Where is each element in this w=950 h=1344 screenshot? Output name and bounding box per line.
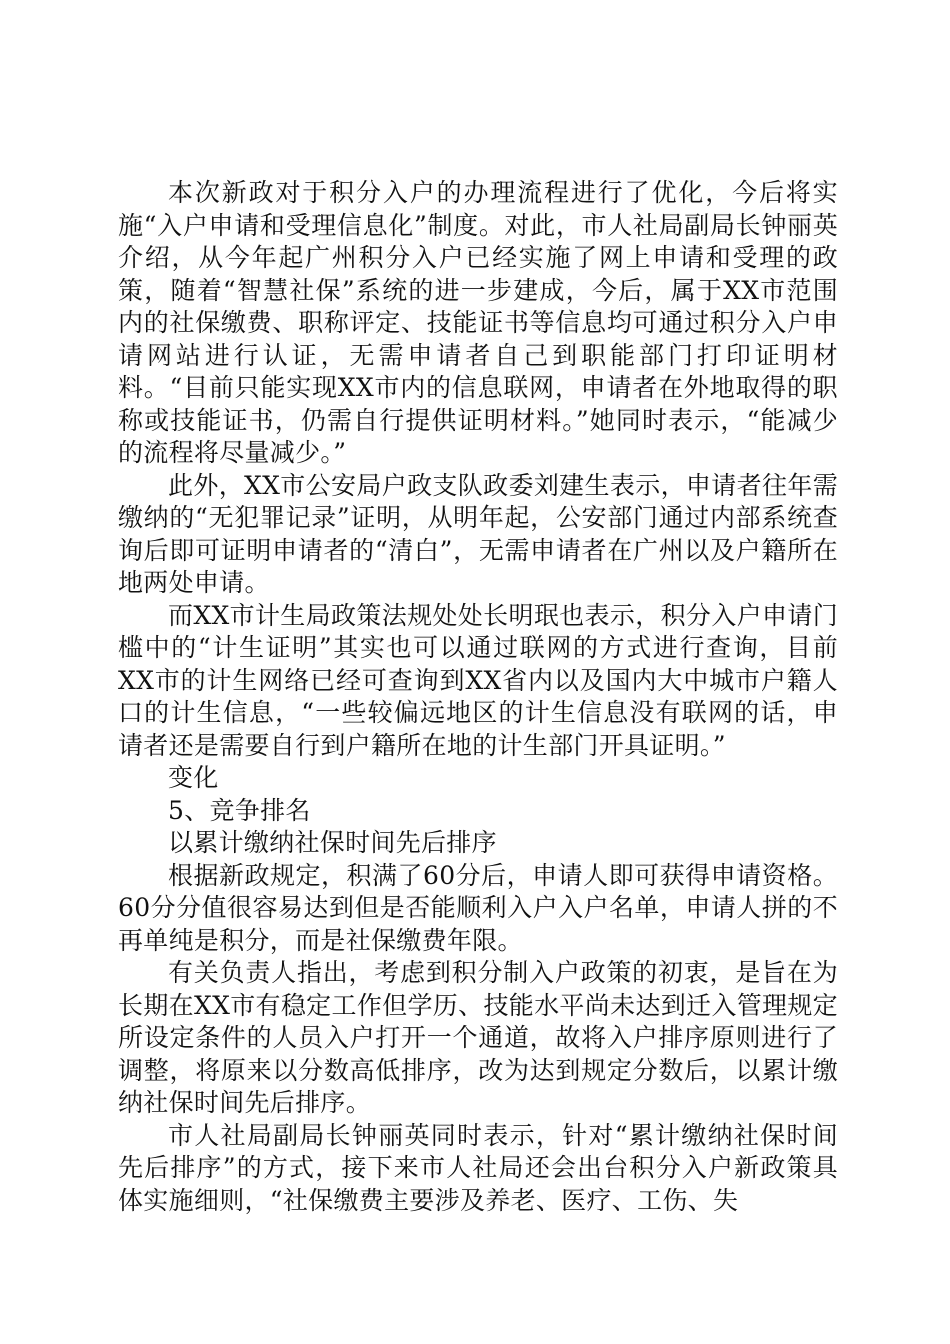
section-subheading-ranking-rule: 以累计缴纳社保时间先后排序	[168, 828, 497, 857]
section-heading-ranking: 5、竞争排名	[168, 795, 311, 825]
paragraph-implementation-rules: 市人社局副局长钟丽英同时表示，针对“累计缴纳社保时间先后排序”的方式，接下来市人社局还会出台积分入户新政策具体实施细则，“社保缴费主要涉及养老、医疗、工伤、失	[118, 1120, 838, 1215]
paragraph-policy-intent: 有关负责人指出，考虑到积分制入户政策的初衷，是旨在为长期在XX市有稳定工作但学历、技能水平尚未达到迁入管理规定所设定条件的人员入户打开一个通道，故将入户排序原则进行了调整，将原来以分数高低排序，改为达到规定分数后，以累计缴纳社保时间先后排序。	[118, 958, 838, 1117]
document-body	[118, 177, 838, 1217]
paragraph-family-planning: 而XX市计生局政策法规处处长明珉也表示，积分入户申请门槛中的“计生证明”其实也可以通过联网的方式进行查询，目前XX市的计生网络已经可查询到XX省内以及国内大中城市户籍人口的计生信息，“一些较偏远地区的计生信息没有联网的话，申请者还是需要自行到户籍所在地的计生部门开具证明。”	[118, 600, 838, 760]
paragraph-60-points: 根据新政规定，积满了60分后，申请人即可获得申请资格。60分分值很容易达到但是否能顺利入户入户名单，申请人拼的不再单纯是积分，而是社保缴费年限。	[118, 860, 838, 955]
section-heading-change: 变化	[168, 763, 219, 792]
paragraph-police-record: 此外，XX市公安局户政支队政委刘建生表示，申请者往年需缴纳的“无犯罪记录”证明，从明年起，公安部门通过内部系统查询后即可证明申请者的“清白”，无需申请者在广州以及户籍所在地两处申请。	[118, 470, 838, 597]
paragraph-online-application: 本次新政对于积分入户的办理流程进行了优化，今后将实施“入户申请和受理信息化”制度。对此，市人社局副局长钟丽英介绍，从今年起广州积分入户已经实施了网上申请和受理的政策，随着“智慧社保”系统的进一步建成，今后，属于XX市范围内的社保缴费、职称评定、技能证书等信息均可通过积分入户申请网站进行认证，无需申请者自己到职能部门打印证明材料。“目前只能实现XX市内的信息联网，申请者在外地取得的职称或技能证书，仍需自行提供证明材料。”她同时表示，“能减少的流程将尽量减少。”	[118, 178, 838, 467]
